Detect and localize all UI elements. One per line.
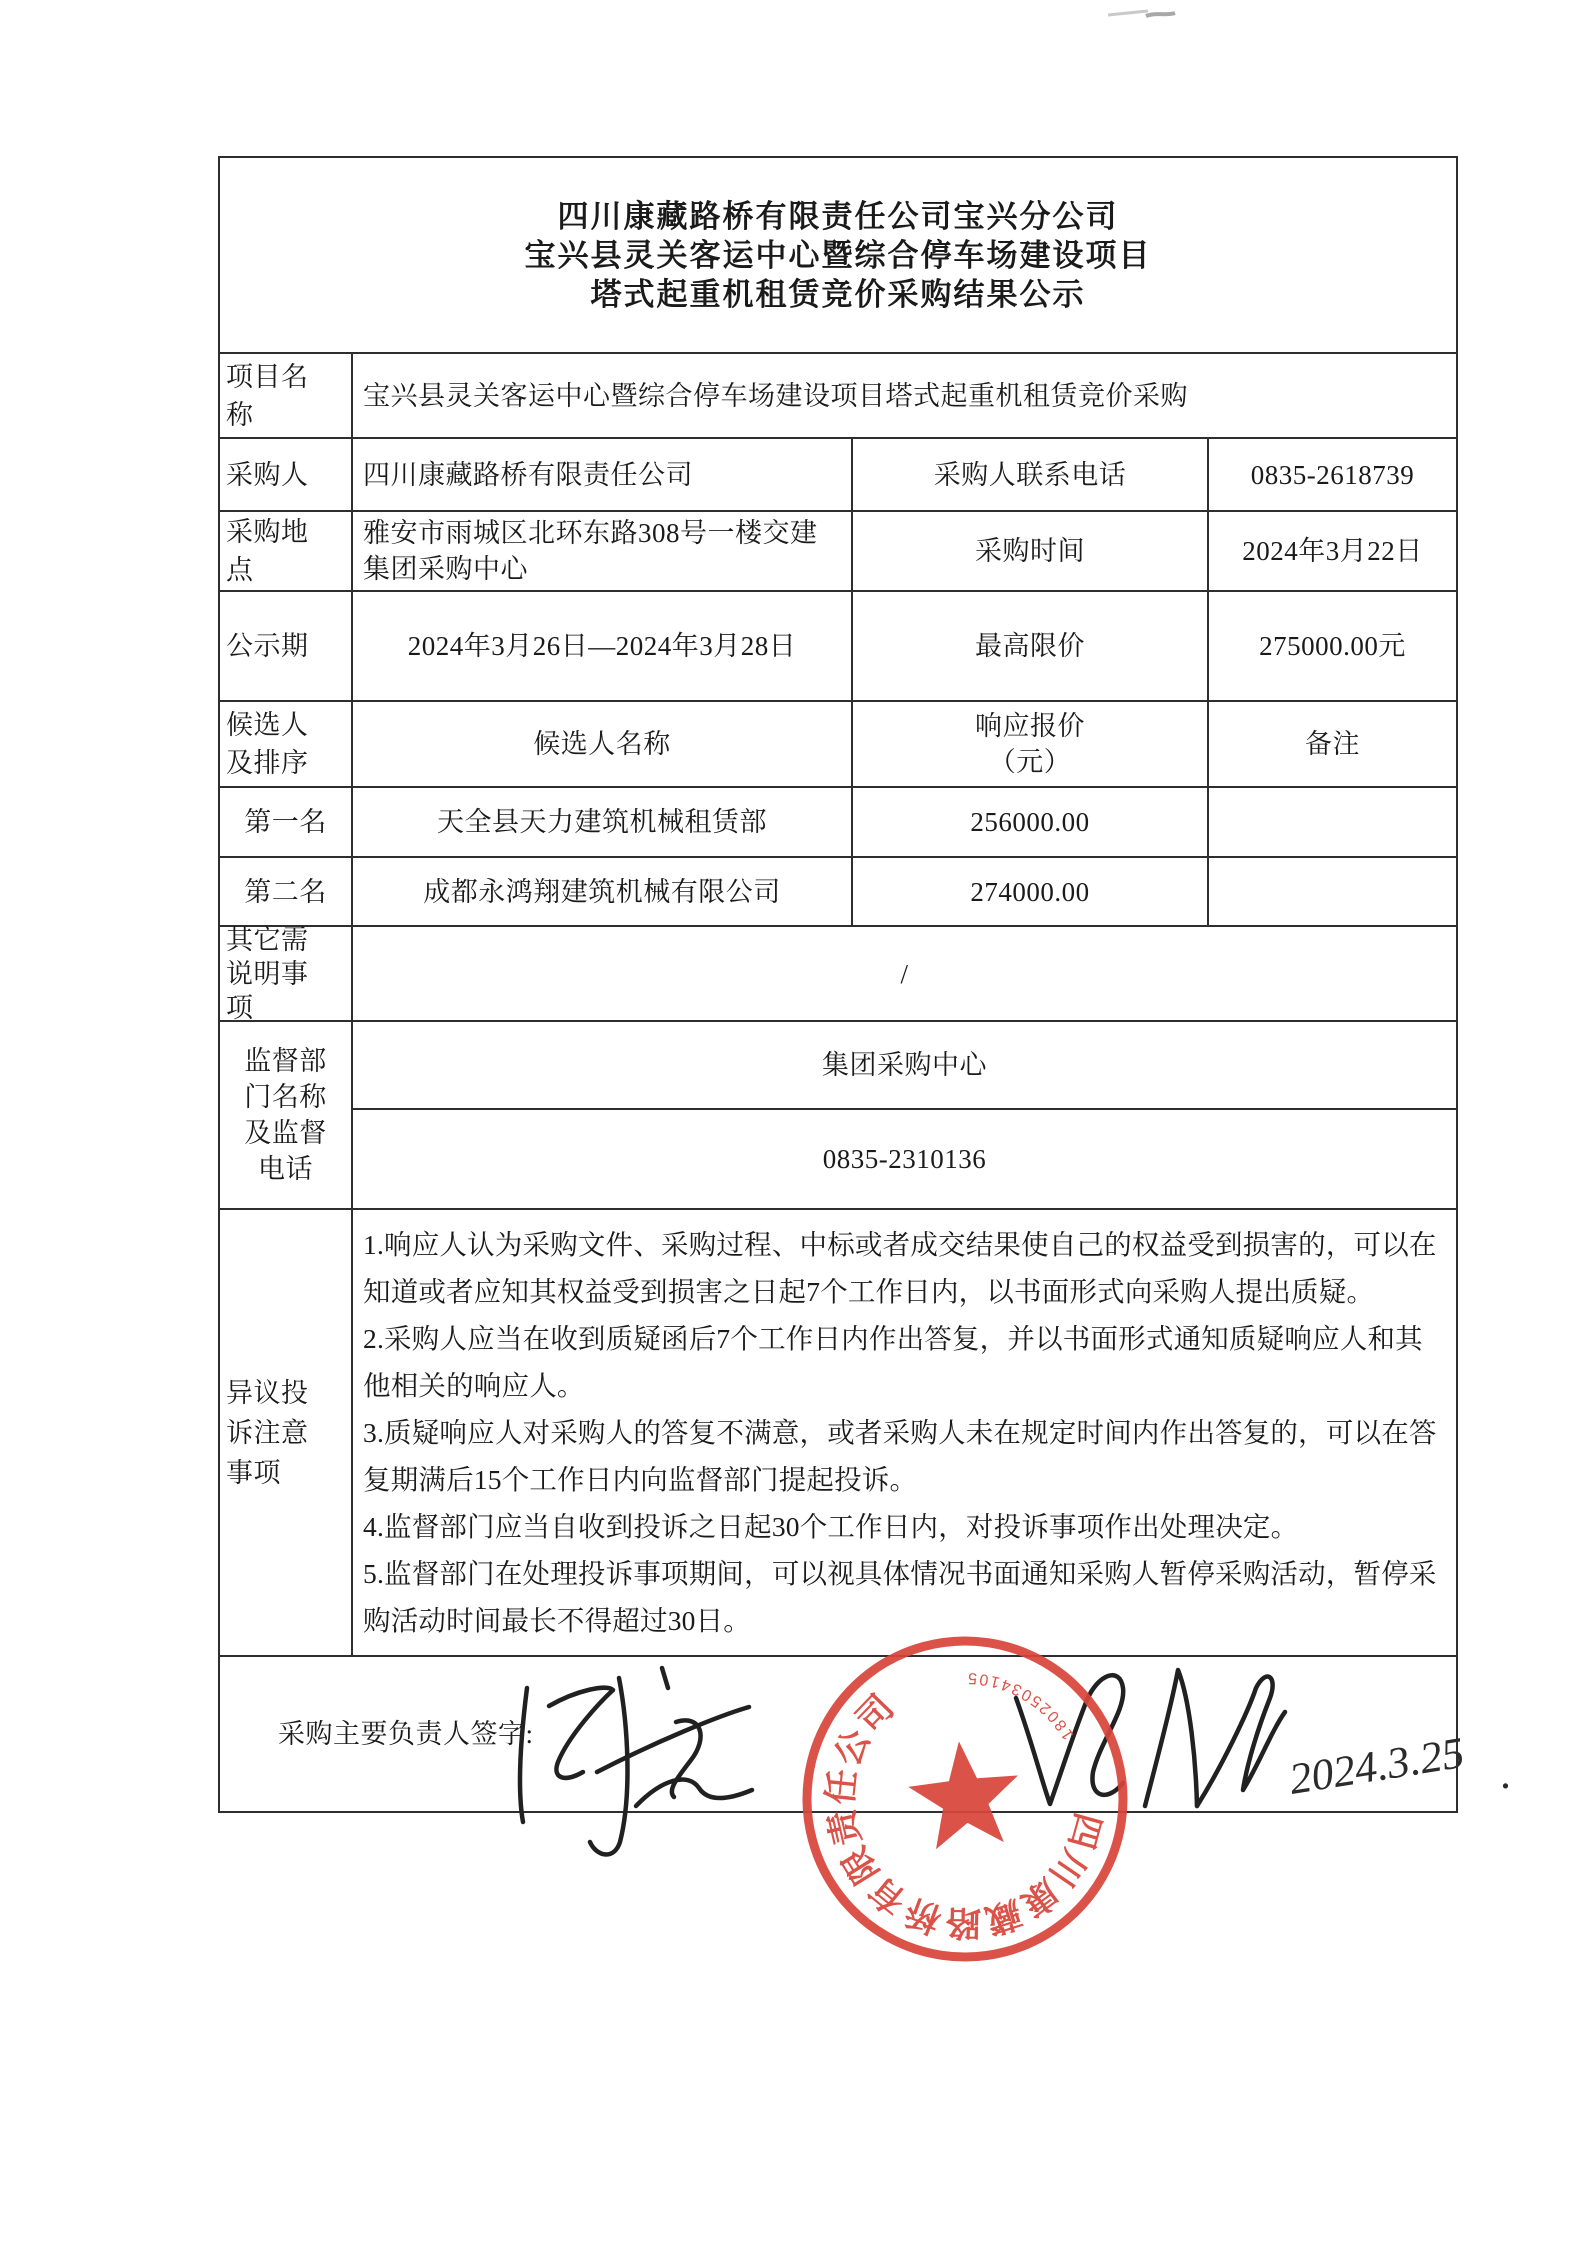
purchase-time-value: 2024年3月22日 — [1242, 536, 1423, 566]
publicity-period-label: 公示期 — [226, 631, 309, 661]
candidate1-name: 天全县天力建筑机械租赁部 — [437, 807, 767, 837]
purchaser-label: 采购人 — [226, 459, 309, 490]
publicity-period-value-cell — [351, 590, 851, 700]
supervision-dept: 集团采购中心 — [822, 1050, 987, 1080]
supervision-label-cell — [218, 1020, 351, 1208]
purchaser-label-cell — [218, 437, 351, 510]
svg-text:2024.3.25: 2024.3.25 — [1285, 1727, 1468, 1804]
document-title — [218, 156, 1458, 352]
candidate2-price-cell — [851, 856, 1207, 925]
official-stamp — [795, 1629, 1135, 1969]
candidate1-price: 256000.00 — [970, 807, 1090, 837]
objection-item-5: 5.监督部门在处理投诉事项期间，可以视具体情况书面通知采购人暂停采购活动，暂停采购活动时间最长不得超过30日。 — [363, 1558, 1437, 1636]
other-notes-label-cell — [218, 924, 351, 1023]
purchaser-phone-value-cell — [1207, 437, 1458, 510]
title-line-2: 宝兴县灵关客运中心暨综合停车场建设项目 — [524, 237, 1152, 273]
project-name-label-cell — [218, 352, 351, 437]
max-price-label: 最高限价 — [975, 631, 1085, 661]
objection-item-2: 2.采购人应当在收到质疑函后7个工作日内作出答复，并以书面形式通知质疑响应人和其他相关的响应人。 — [363, 1323, 1423, 1401]
supervision-phone-cell — [351, 1108, 1458, 1208]
candidate1-note-cell — [1207, 786, 1458, 856]
other-notes-value: / — [900, 958, 909, 989]
location-label: 采购地点 — [226, 517, 309, 585]
project-name-value: 宝兴县灵关客运中心暨综合停车场建设项目塔式起重机租赁竞价采购 — [363, 380, 1188, 411]
rank2-cell — [218, 856, 351, 925]
purchaser-value: 四川康藏路桥有限责任公司 — [363, 459, 693, 490]
location-label-cell — [218, 510, 351, 590]
svg-text:.: . — [1500, 1749, 1511, 1798]
price-header-cell — [851, 700, 1207, 786]
objection-label: 异议投诉注意事项 — [226, 1377, 309, 1488]
location-value-cell — [351, 510, 851, 590]
procurement-result-table — [218, 156, 1458, 1813]
candidates-header-label: 候选人及排序 — [226, 710, 309, 778]
candidate1-price-cell — [851, 786, 1207, 856]
objection-item-4: 4.监督部门应当自收到投诉之日起30个工作日内，对投诉事项作出处理决定。 — [363, 1511, 1299, 1542]
svg-text:18025034105 — [958, 1654, 1086, 1746]
purchase-time-label: 采购时间 — [975, 536, 1085, 566]
price-header-line1: 响应报价 — [975, 711, 1085, 741]
stamp-star-icon — [888, 1731, 1036, 1877]
rank1-label: 第一名 — [244, 807, 327, 837]
purchase-time-label-cell — [851, 510, 1207, 590]
candidate-name-header: 候选人名称 — [533, 729, 671, 759]
purchaser-value-cell — [351, 437, 851, 510]
candidate2-name: 成都永鸿翔建筑机械有限公司 — [423, 876, 781, 907]
publicity-period-value: 2024年3月26日—2024年3月28日 — [407, 631, 797, 661]
purchaser-phone-value: 0835-2618739 — [1250, 459, 1415, 490]
candidate2-price: 274000.00 — [970, 876, 1090, 907]
scan-artifact — [0, 0, 1587, 40]
candidate-name-header-cell — [351, 700, 851, 786]
price-header-line2: （元） — [988, 747, 1072, 777]
stamp-serial-text: 18025034105 — [964, 1668, 1078, 1743]
candidate1-name-cell — [351, 786, 851, 856]
rank1-cell — [218, 786, 351, 856]
max-price-value: 275000.00元 — [1259, 631, 1406, 661]
stamp-company-text: 四川康藏路桥有限责任公司 — [820, 1686, 1108, 1943]
objection-item-3: 3.质疑响应人对采购人的答复不满意，或者采购人未在规定时间内作出答复的，可以在答复期满后15个工作日内向监督部门提起投诉。 — [363, 1417, 1437, 1495]
project-name-value-cell — [351, 352, 1458, 437]
supervision-phone: 0835-2310136 — [822, 1144, 987, 1174]
objection-content-cell — [351, 1208, 1458, 1655]
purchase-time-value-cell — [1207, 510, 1458, 590]
signature-label: 采购主要负责人签字: — [278, 1719, 534, 1749]
max-price-value-cell — [1207, 590, 1458, 700]
other-notes-label: 其它需说明事项 — [226, 924, 309, 1023]
project-name-label: 项目名称 — [226, 361, 309, 430]
title-line-1: 四川康藏路桥有限责任公司宝兴分公司 — [557, 198, 1119, 234]
objection-item-1: 1.响应人认为采购文件、采购过程、中标或者成交结果使自己的权益受到损害的，可以在知道或者应知其权益受到损害之日起7个工作日内，以书面形式向采购人提出质疑。 — [363, 1229, 1437, 1307]
note-header: 备注 — [1305, 729, 1360, 759]
other-notes-value-cell — [351, 925, 1458, 1020]
supervision-label: 监督部门名称及监督电话 — [244, 1046, 327, 1184]
candidate2-note-cell — [1207, 856, 1458, 925]
rank2-label: 第二名 — [244, 876, 327, 907]
location-value: 雅安市雨城区北环东路308号一楼交建集团采购中心 — [363, 518, 818, 584]
title-line-3: 塔式起重机租赁竞价采购结果公示 — [590, 276, 1086, 312]
max-price-label-cell — [851, 590, 1207, 700]
objection-label-cell — [218, 1208, 351, 1655]
note-header-cell — [1207, 700, 1458, 786]
candidate2-name-cell — [351, 856, 851, 925]
publicity-period-label-cell — [218, 590, 351, 700]
candidates-header-label-cell — [218, 700, 351, 786]
purchaser-phone-label: 采购人联系电话 — [933, 459, 1127, 490]
supervision-dept-cell — [351, 1020, 1458, 1108]
purchaser-phone-label-cell — [851, 437, 1207, 510]
